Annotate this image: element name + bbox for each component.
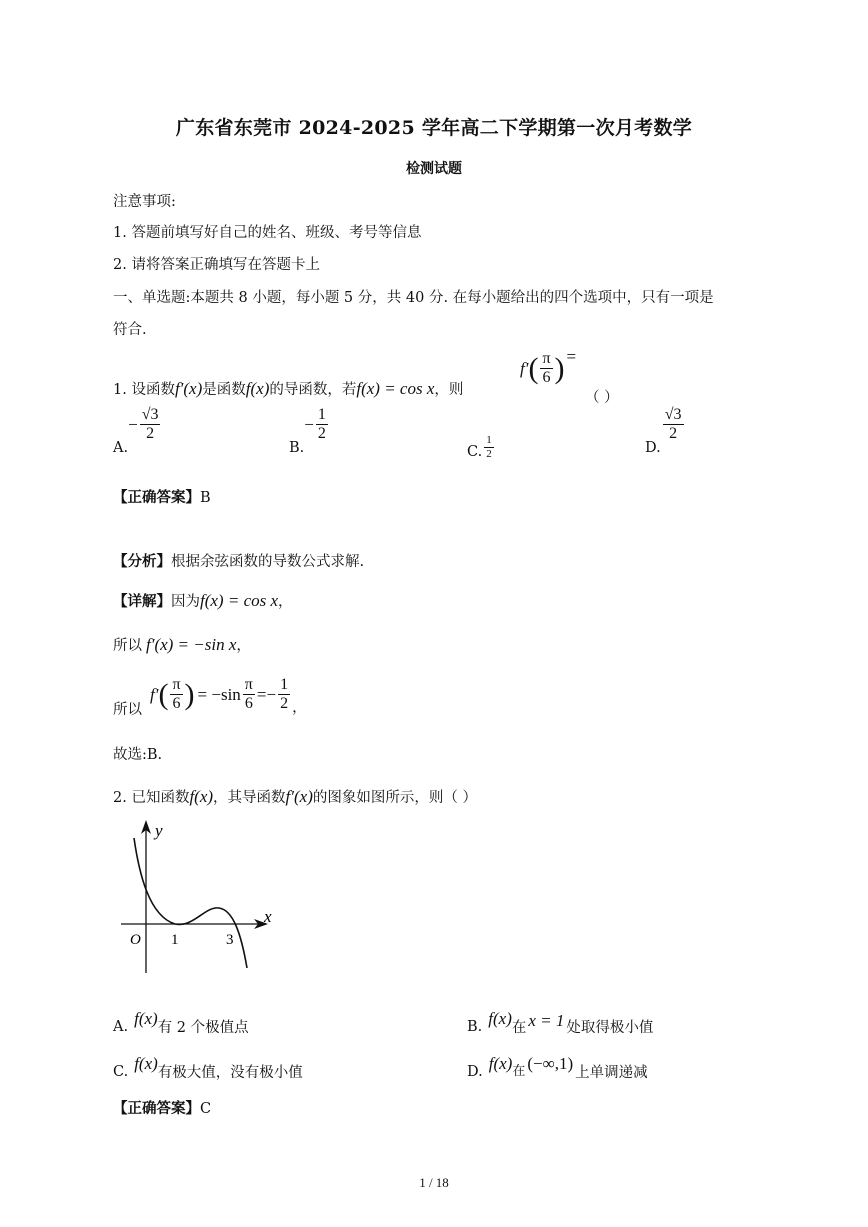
fraction-denominator: 2 [317,425,326,443]
fraction-denominator: 6 [244,695,253,713]
left-paren: ( [158,677,169,711]
option-fraction [316,406,328,444]
q1-ask-expression [520,346,577,388]
document-subtitle: 检测试题 [406,161,462,177]
option-f-x: f(x) [488,1053,513,1073]
so-text: 所以 [113,638,142,654]
notice-item-1: 1. 答题前填写好自己的姓名、班级、考号等信息 [113,225,422,241]
comma: ， [236,638,251,654]
option-text: 有极大值，没有极小值 [157,1065,303,1081]
fraction-numerator: 1 [278,676,290,695]
q1-detail-line3 [113,676,307,719]
q1-f-x: f(x) [245,378,270,398]
q1-option-d[interactable] [645,406,686,458]
q2-option-d[interactable] [467,1053,648,1081]
eq3-minus: − [266,684,277,704]
detail-label: 【详解】 [113,593,171,610]
section-heading-line2: 符合. [113,322,147,338]
right-paren: ) [184,677,195,711]
option-label: C. [113,1063,129,1080]
derivative-curve [134,838,247,968]
fraction-numerator: √3 [663,406,684,425]
x-label: x [264,907,272,926]
q1-choose: 故选:B. [113,747,163,763]
answer-label: 【正确答案】 [113,489,200,506]
section-heading-line1: 一、单选题:本题共 8 小题，每小题 5 分，共 40 分. 在每小题给出的四个选项中，只有一项是 [113,290,714,306]
option-text: 上单调递减 [575,1065,648,1081]
q1-text-3: ，则 [434,382,464,398]
q1-ask-equals: = [566,346,577,366]
option-equation: x = 1 [528,1010,565,1030]
q1-option-a[interactable] [113,406,162,458]
q1-blank: （ ） [585,390,619,406]
q1-prefix: 1. 设函数 [113,382,175,398]
question-2-stem [113,786,477,807]
q1-ask-fraction [540,350,552,388]
q1-detail-line1 [113,590,293,611]
option-fraction [663,406,684,444]
left-paren: ( [528,351,539,385]
option-label: B. [289,439,305,456]
q1-answer [113,486,211,507]
comma: ， [292,700,307,717]
q1-given-eq: f(x) = cos x [356,378,435,398]
option-label: D. [645,439,661,456]
fraction-numerator: 1 [316,406,328,425]
fraction-numerator: π [170,676,182,695]
fraction-denominator: 2 [280,695,289,713]
option-f-x: f(x) [134,1008,158,1028]
answer-value: C [200,1101,212,1117]
q2-option-a[interactable] [113,1008,249,1036]
right-paren: ) [554,351,565,385]
fraction-numerator: 1 [486,434,492,446]
eq3-fprime: f′ [150,684,159,704]
fraction-denominator: 6 [542,369,551,387]
q1-fprime-x: f′(x) [174,378,203,398]
fraction-numerator: √3 [140,406,161,425]
q2-text-1: ，其导函数 [213,790,286,806]
q1-text-2: 的导函数，若 [269,382,357,398]
tick-3-label: 3 [226,932,234,948]
notice-item-2: 2. 请将答案正确填写在答题卡上 [113,257,320,273]
q1-detail-line2 [113,634,251,655]
y-label: y [155,821,163,840]
fraction-denominator: 6 [172,695,181,713]
option-interval: (−∞,1) [527,1053,574,1073]
option-text: 有 2 个极值点 [157,1020,249,1036]
q1-text-1: 是函数 [202,382,246,398]
option-sign: − [304,414,314,434]
origin-label: O [130,932,141,948]
option-label: A. [113,1018,129,1035]
q1-option-b[interactable] [289,406,330,458]
so-text: 所以 [113,702,142,719]
q2-fprime-x: f′(x) [285,786,313,806]
option-sign: − [128,414,138,434]
analysis-label: 【分析】 [113,553,171,570]
eq3-fraction-3 [278,676,290,714]
fraction-numerator: π [243,676,255,695]
q2-option-c[interactable] [113,1053,303,1081]
option-fraction [140,406,161,444]
option-label: C. [467,444,483,461]
q2-f-x: f(x) [189,786,214,806]
option-text: 处取得极小值 [566,1020,654,1036]
answer-label: 【正确答案】 [113,1100,200,1117]
eq3-fraction-2 [243,676,255,714]
option-text: 在 [512,1064,526,1079]
detail-because: 因为 [171,594,200,610]
document-title: 广东省东莞市 2024-2025 学年高二下学期第一次月考数学 [175,117,693,139]
fraction-denominator: 2 [669,425,678,443]
derivative-graph [113,818,283,978]
q2-option-b[interactable] [467,1008,654,1036]
answer-value: B [200,490,211,506]
eq3-fraction-1 [170,676,182,714]
detail-equation-1: f(x) = cos x [200,590,279,610]
option-label: B. [467,1018,483,1035]
page-number: 1 / 18 [419,1175,449,1190]
q2-answer [113,1097,211,1118]
q1-analysis [113,550,364,571]
fraction-denominator: 2 [146,425,155,443]
option-fraction [484,434,494,460]
q1-option-c[interactable] [467,436,496,462]
option-f-x: f(x) [488,1008,512,1028]
option-text: 在 [511,1020,527,1036]
q2-prefix: 2. 已知函数 [113,790,190,806]
eq3-equals: = [256,684,267,704]
analysis-text: 根据余弦函数的导数公式求解. [171,554,365,570]
option-f-x: f(x) [134,1053,158,1073]
question-1-stem [113,378,463,399]
fraction-denominator: 2 [486,447,492,460]
comma: ， [278,594,293,610]
q2-text-2: 的图象如图所示，则（ ） [312,790,477,806]
option-label: A. [113,439,129,456]
notice-heading: 注意事项: [113,194,176,210]
detail-equation-2: f′(x) = −sin x [146,634,237,654]
option-label: D. [467,1063,483,1080]
fraction-numerator: π [540,350,552,369]
q1-ask-f: f′ [520,358,529,378]
tick-1-label: 1 [171,932,179,948]
eq3-minus-sin: = −sin [197,684,241,704]
